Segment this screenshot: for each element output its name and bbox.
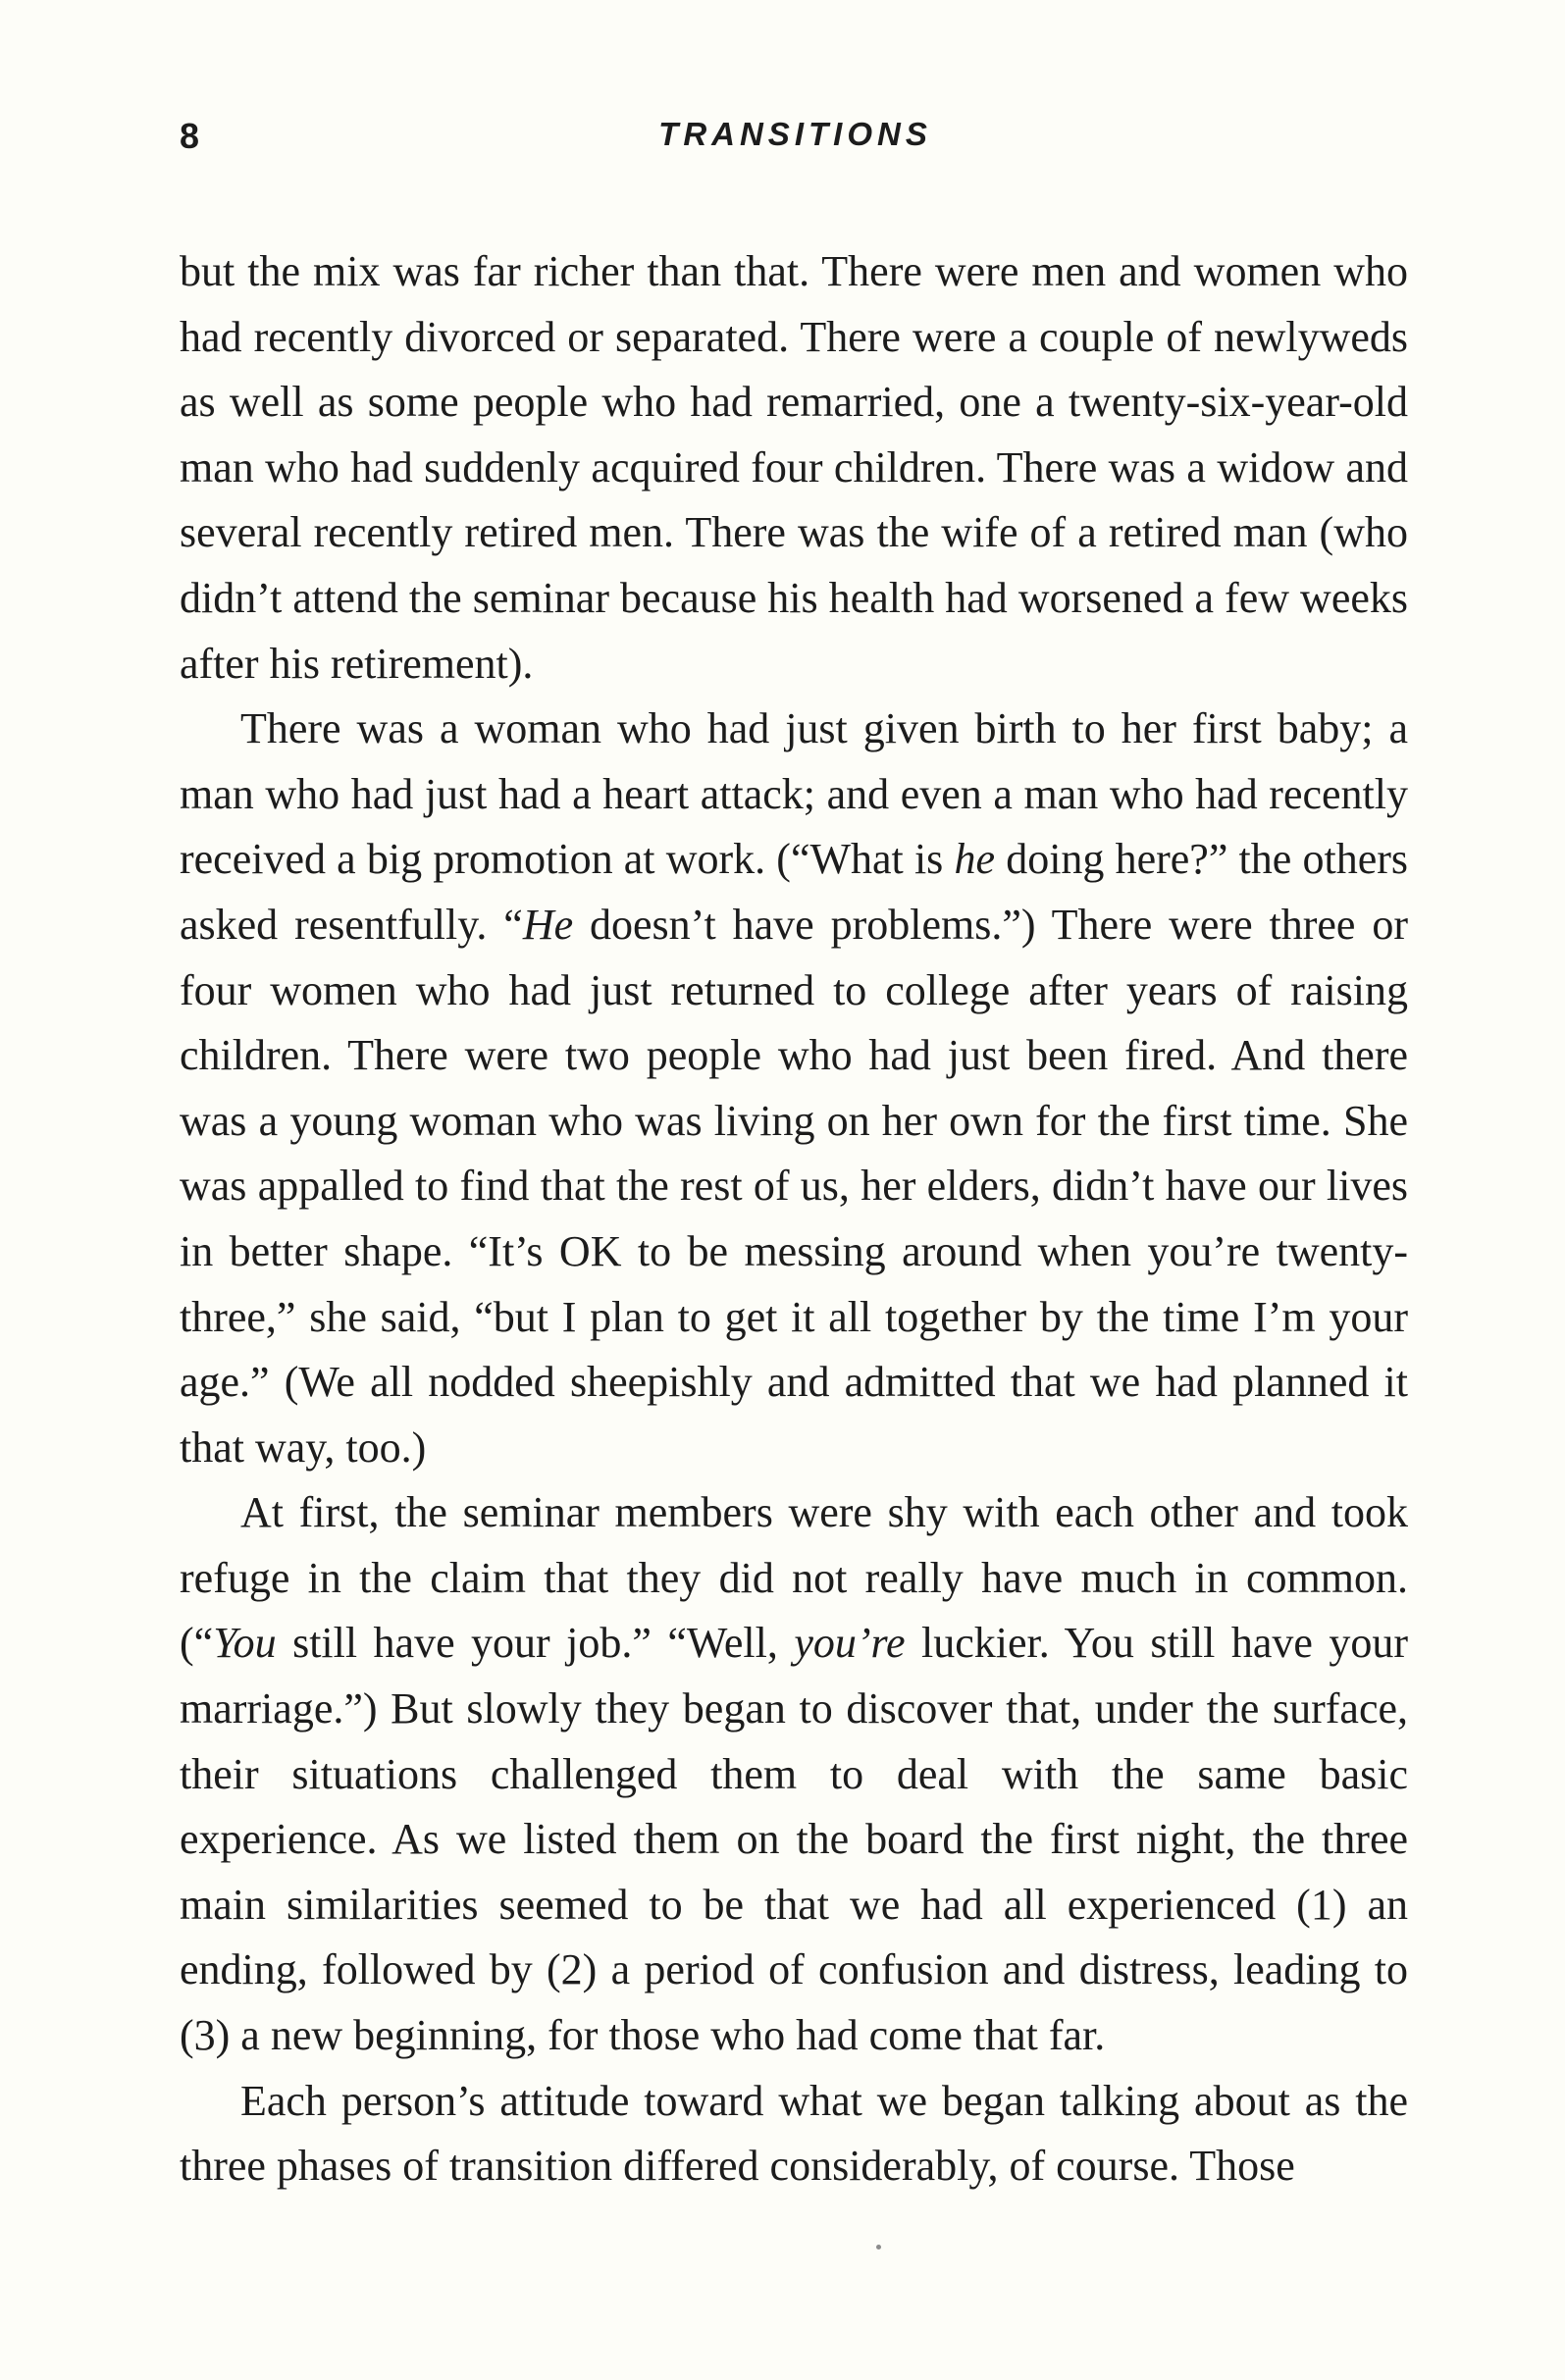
- paragraph: [180, 2069, 1408, 2199]
- italic-run: he: [954, 835, 996, 884]
- text-run: still have your job.” “Well,: [276, 1619, 795, 1668]
- text-run: Each person’s attitude toward what we began talking about as the three phases of transition differed considerably, of course. Those: [180, 2076, 1408, 2191]
- body-text: [180, 239, 1408, 2199]
- italic-run: He: [522, 900, 574, 949]
- paragraph: [180, 239, 1408, 697]
- text-run: doesn’t have problems.”) There were three or four women who had just returned to college after years of raising children. There were two people who had just been fired. And there was a young woman who was living on her own for the first time. She was appalled to find that the rest of us, her elders, didn’t have our lives in better shape. “It’s OK to be messing around when you’re twenty-three,” she said, “but I plan to get it all together by the time I’m your age.” (We all nodded sheepishly and admitted that we had planned it that way, too.): [180, 900, 1408, 1472]
- text-run: doing here?” the others asked resentfully. “: [180, 835, 1408, 949]
- page-header: [180, 116, 1411, 175]
- text-run: but the mix was far richer than that. There were men and women who had recently divorced or separated. There were a couple of newlyweds as well as some people who had remarried, one a twenty-six-year-old man who had suddenly acquired four children. There was a widow and several recently retired men. There was the wife of a retired man (who didn’t attend the seminar because his health had worsened a few weeks after his retirement).: [180, 247, 1408, 688]
- paragraph: [180, 697, 1408, 1480]
- italic-run: you’re: [794, 1619, 906, 1668]
- page-number: 8: [180, 116, 201, 156]
- italic-run: You: [213, 1619, 277, 1668]
- paragraph: [180, 1480, 1408, 2068]
- running-head: TRANSITIONS: [658, 116, 932, 152]
- print-speck: [876, 2245, 881, 2250]
- text-run: luckier. You still have your marriage.”) But slowly they began to discover that, under the surface, their situations challenged them to deal with the same basic experience. As we listed them on the board the first night, the three main similarities seemed to be that we had all experienced (1) an ending, followed by (2) a period of confusion and distress, leading to (3) a new beginning, for those who had come that far.: [180, 1619, 1409, 2060]
- text-run: At first, the seminar members were shy with each other and took refuge in the claim that they did not really have much in common. (“: [180, 1488, 1408, 1668]
- text-run: There was a woman who had just given birth to her first baby; a man who had just had a heart attack; and even a man who had recently received a big promotion at work. (“What is: [180, 704, 1408, 884]
